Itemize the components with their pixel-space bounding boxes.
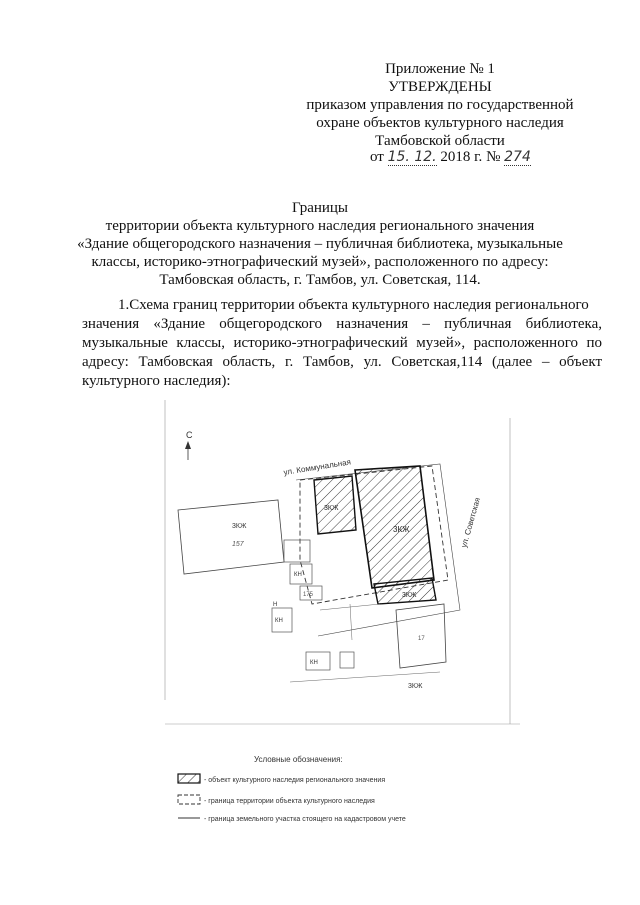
boundary-scheme [0, 400, 640, 900]
doc-title-line-2: территории объекта культурного наследия регионального значения [105, 218, 535, 234]
n-label: Н [273, 602, 278, 608]
paragraph-line-3: музыкальные классы, историко-этнографический музей», расположенного по [82, 335, 602, 351]
legend-swatch-boundary [178, 795, 200, 804]
zone-label-main: 3КЖ [393, 525, 410, 534]
building-left [178, 500, 284, 574]
paragraph-line-5: культурного наследия): [82, 373, 231, 389]
plot-line-c [290, 672, 440, 682]
north-label: С [186, 430, 193, 440]
handwritten-number: 274 [504, 149, 531, 165]
order-line-1: приказом управления по государственной [306, 97, 574, 113]
plot-line-b [350, 604, 352, 640]
order-date-line [370, 148, 570, 166]
order-line-2: охране объектов культурного наследия [316, 115, 564, 131]
doc-title-line-5: Тамбовская область, г. Тамбов, ул. Советская, 114. [159, 272, 481, 288]
number-prefix: № [486, 149, 501, 165]
approved-label: УТВЕРЖДЕНЫ [388, 79, 492, 95]
number-157: 157 [232, 541, 244, 548]
date-prefix: от [370, 149, 384, 165]
building-mid-a [284, 540, 310, 562]
date-year: 2018 г. [440, 149, 483, 165]
doc-title-line-4: классы, историко-этнографический музей», расположенного по адресу: [91, 254, 549, 270]
legend-swatch-heritage [178, 774, 200, 783]
number-175: 175 [303, 592, 314, 598]
street-right-label: ул. Советская [459, 496, 483, 549]
kn-label-1: КН [294, 572, 302, 578]
appendix-label: Приложение № 1 [385, 61, 495, 77]
zone-label-left: 3КЖ [232, 523, 247, 530]
north-arrowhead-icon [185, 441, 191, 449]
paragraph-line-4: адресу: Тамбовская область, г. Тамбов, ул. Советская,114 (далее – объект [82, 354, 602, 370]
paragraph-line-1: 1.Схема границ территории объекта культурного наследия регионального [118, 297, 589, 313]
doc-title: Границы [291, 200, 349, 216]
order-line-3: Тамбовской области [375, 133, 505, 149]
kn-label-3: КН [310, 660, 318, 666]
legend-item-2: - граница территории объекта культурного наследия [204, 798, 375, 805]
legend-title: Условные обозначения: [254, 755, 343, 764]
doc-title-line-3: «Здание общегородского назначения – публичная библиотека, музыкальные [77, 236, 563, 252]
zone-label-bottom: 3КЖ [408, 683, 423, 690]
zone-label-small-bottom: 3КЖ [402, 592, 417, 599]
zone-label-small-top: 3КЖ [324, 505, 339, 512]
building-small-c [340, 652, 354, 668]
legend-item-3: - граница земельного участка стоящего на кадастровом учете [204, 816, 406, 823]
number-17: 17 [418, 636, 425, 642]
kn-label-2: КН [275, 618, 283, 624]
street-top-label: ул. Коммунальная [282, 457, 352, 477]
paragraph-line-2: значения «Здание общегородского назначения – публичная библиотека, [82, 316, 602, 332]
legend-item-1: - объект культурного наследия регионального значения [204, 777, 386, 784]
handwritten-date: 15. 12. [387, 149, 437, 165]
